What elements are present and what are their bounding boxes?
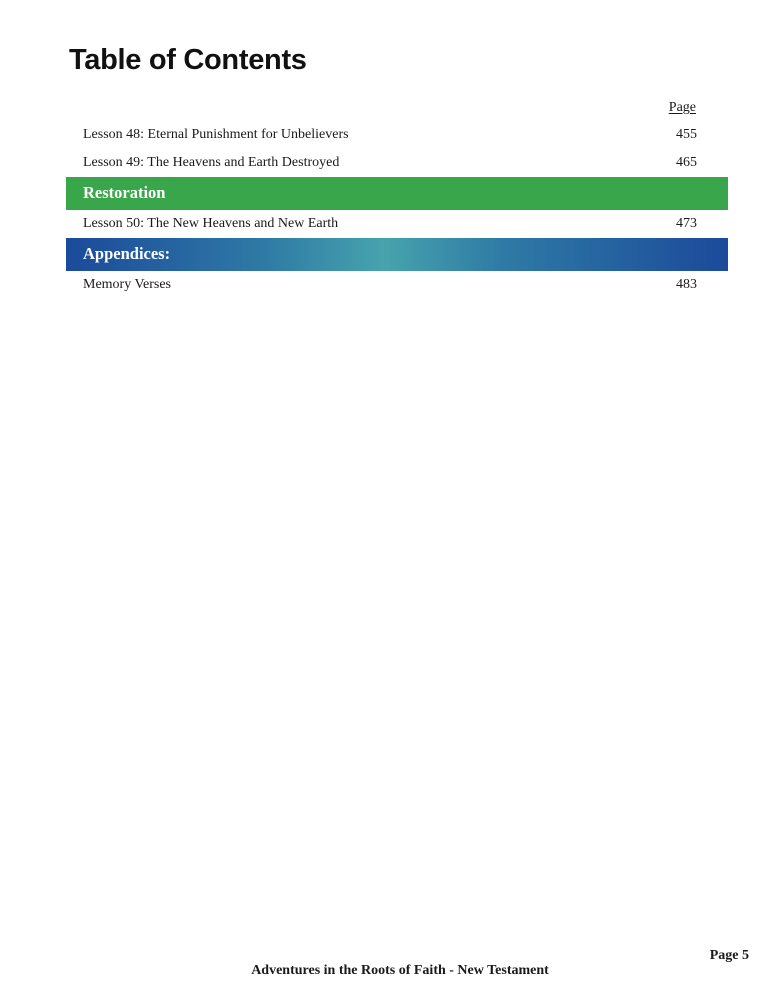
- toc-entry-lesson-48[interactable]: [66, 121, 728, 149]
- table-of-contents: [66, 121, 728, 299]
- section-title: Appendices:: [83, 244, 171, 263]
- toc-entry-page: 455: [676, 127, 697, 142]
- section-header-restoration: [66, 177, 728, 210]
- toc-entry-memory-verses[interactable]: [66, 271, 728, 299]
- page-title: Table of Contents: [69, 44, 307, 76]
- footer-book-title: Adventures in the Roots of Faith - New Testament: [251, 963, 549, 978]
- toc-entry-page: 483: [676, 277, 697, 292]
- toc-entry-lesson-49[interactable]: [66, 149, 728, 177]
- footer-page-number: Page 5: [709, 948, 749, 963]
- toc-entry-page: 465: [676, 155, 697, 170]
- toc-entry-label: Lesson 50: The New Heavens and New Earth: [83, 216, 339, 231]
- toc-entry-label: Lesson 48: Eternal Punishment for Unbelievers: [83, 127, 349, 142]
- page-column-header: Page: [668, 100, 696, 115]
- toc-entry-page: 473: [676, 216, 697, 231]
- section-header-appendices: [66, 238, 728, 271]
- toc-entry-label: Memory Verses: [83, 277, 172, 292]
- toc-entry-lesson-50[interactable]: [66, 210, 728, 238]
- toc-entry-label: Lesson 49: The Heavens and Earth Destroyed: [83, 155, 340, 170]
- section-title: Restoration: [83, 183, 166, 202]
